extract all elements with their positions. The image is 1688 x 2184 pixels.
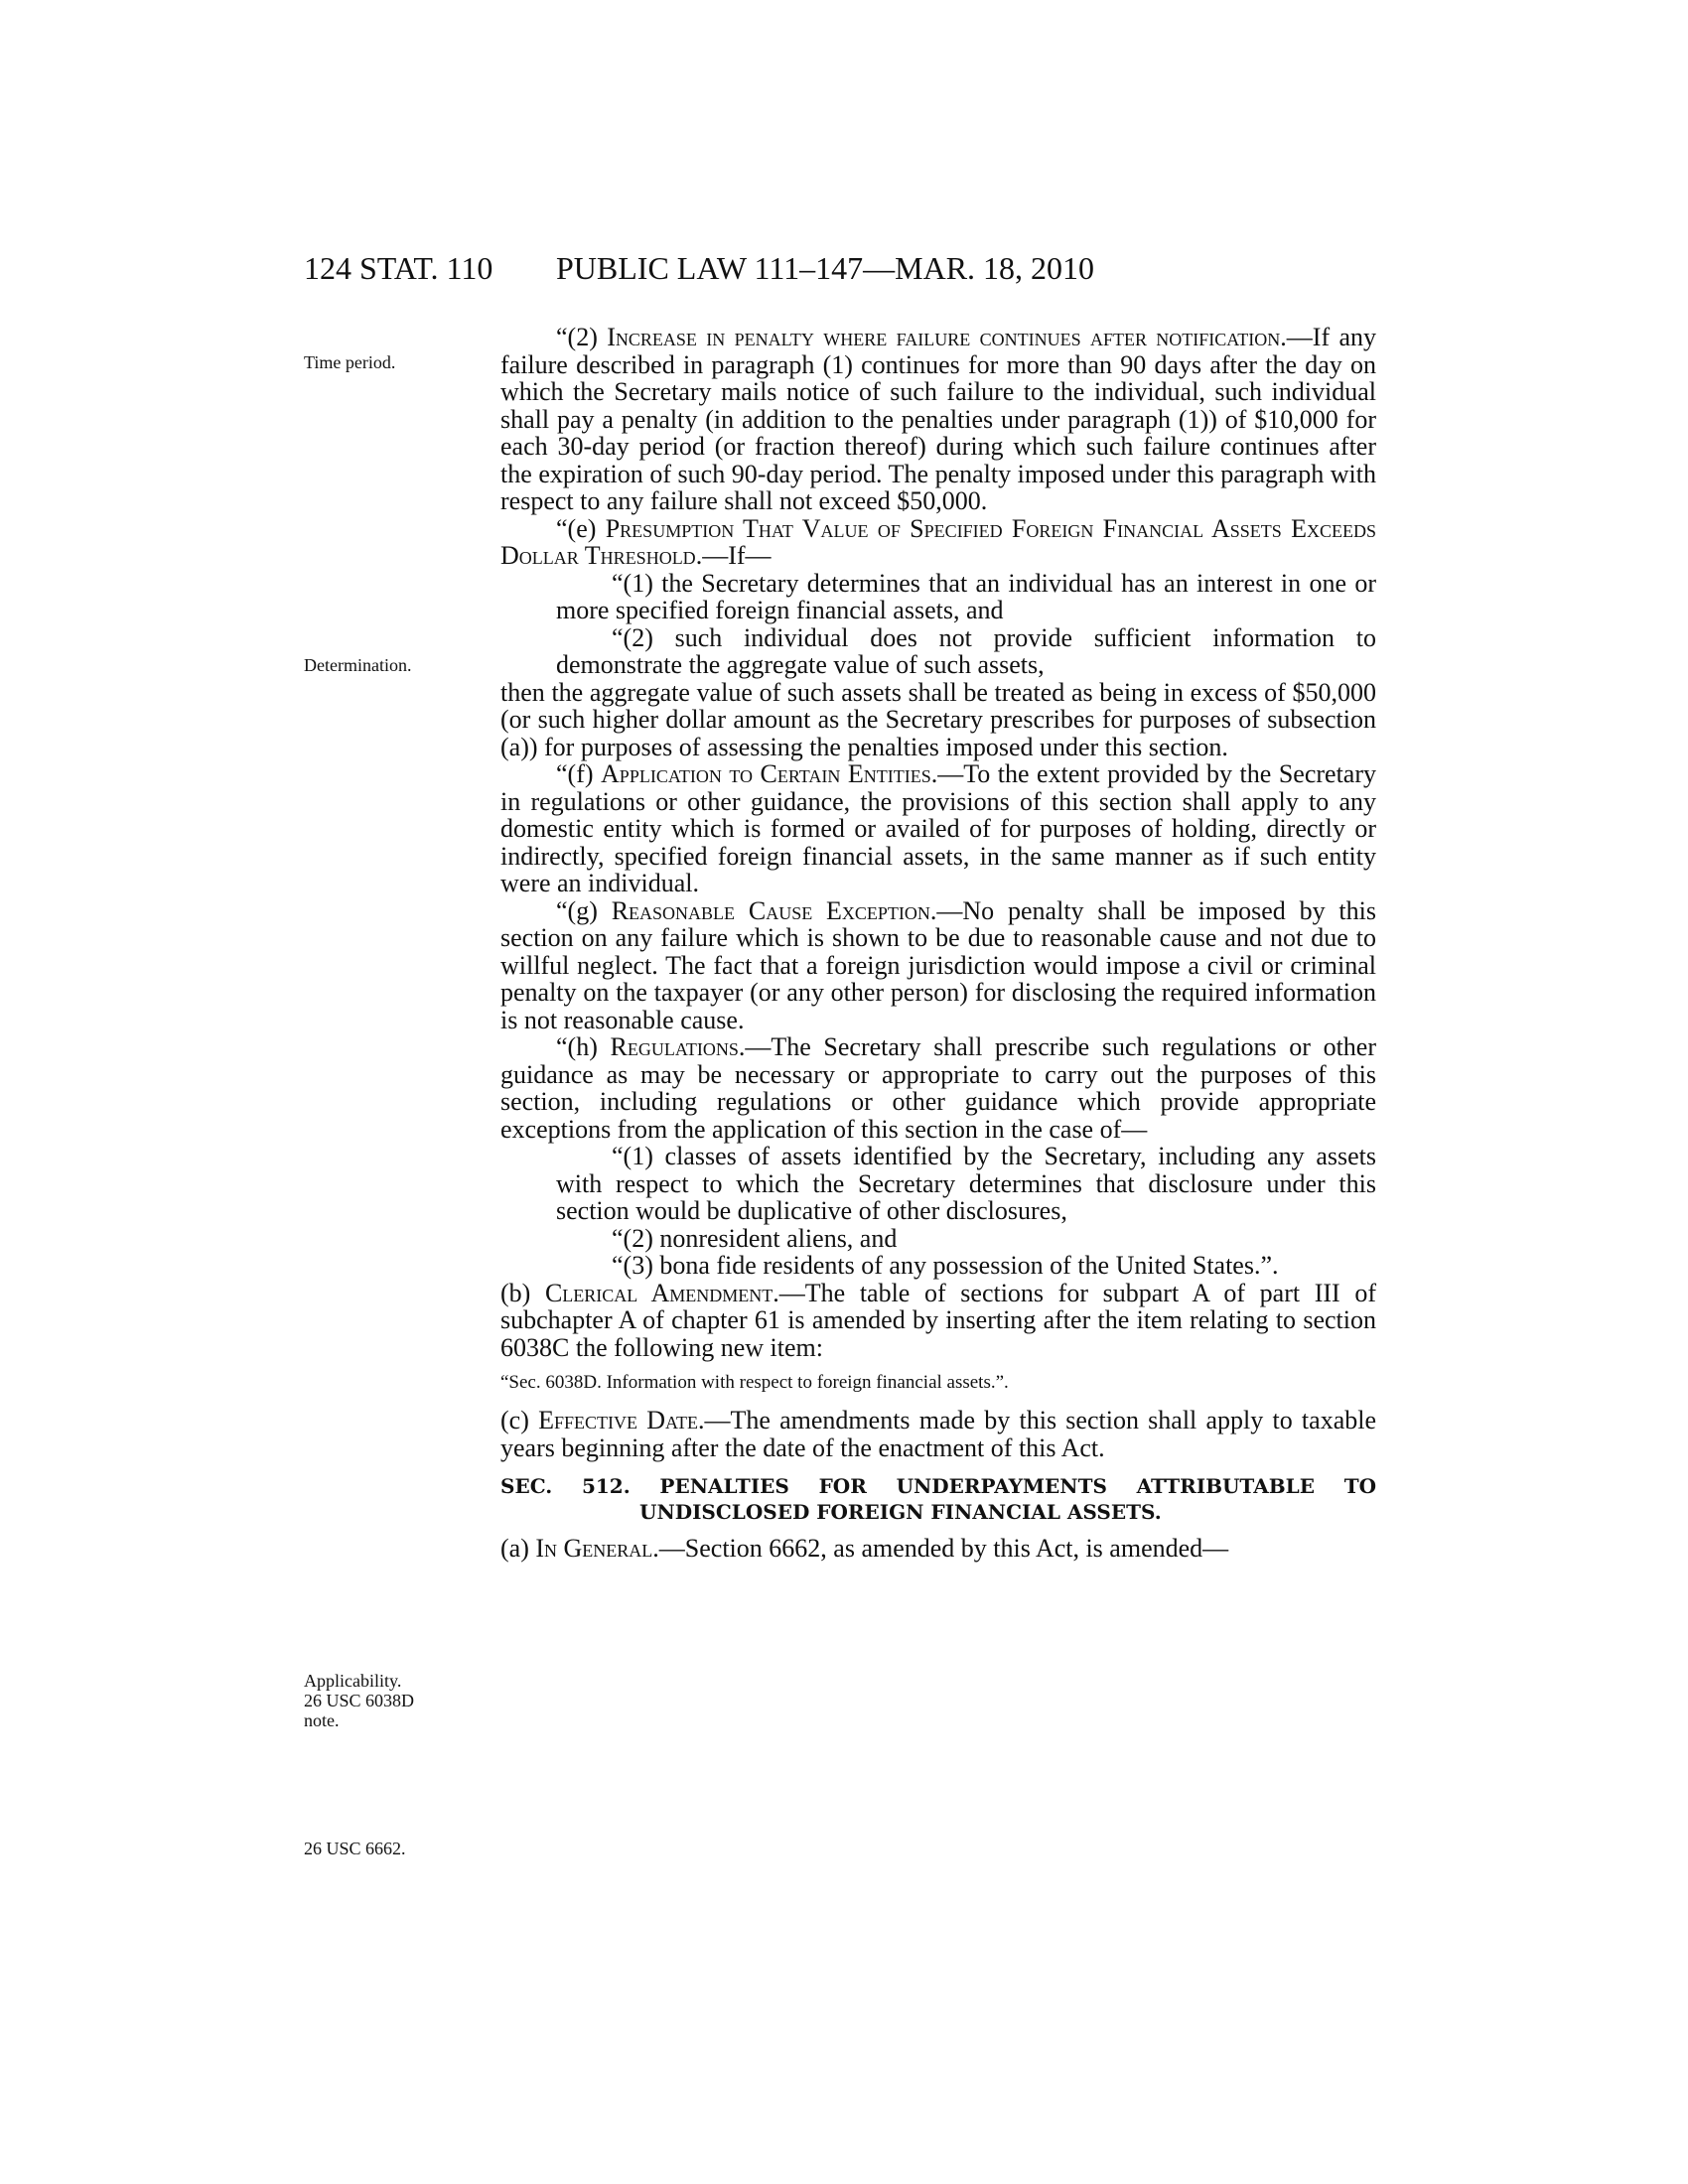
margin-note-applicability-cite: 26 USC 6038D (304, 1691, 415, 1710)
subsection-e-tail: then the aggregate value of such assets shall be treated as being in excess of $50,000 (or such higher dollar amount as the Secretary prescribes for purposes of subsection (a)) for purposes of assessing the penalties imposed under this section. (500, 677, 1376, 761)
subsection-c-lead: (c) (500, 1406, 539, 1434)
paragraph-d2 (500, 324, 1376, 515)
section-512-heading-line-2: UNDISCLOSED FOREIGN FINANCIAL ASSETS. (639, 1500, 1162, 1524)
paragraph-d2-heading: Increase in penalty where failure continues after notification (607, 323, 1281, 351)
subsection-g-heading: Reasonable Cause Exception (611, 895, 930, 925)
subsection-h-item-1: “(1) classes of assets identified by the Secretary, including any assets with respect to which the Secretary determines that disclosure under this section would be duplicative of other disclosures, (556, 1142, 1376, 1225)
subsection-a (500, 1535, 1376, 1563)
table-of-sections-item: “Sec. 6038D. Information with respect to foreign financial assets.”. (500, 1372, 1009, 1393)
subsection-f-heading: Application to Certain Entities (601, 759, 931, 788)
margin-note-applicability-note: note. (304, 1710, 340, 1730)
subsection-f (500, 760, 1376, 897)
subsection-e-text: .—If— (695, 541, 772, 570)
subsection-a-lead: (a) (500, 1534, 536, 1563)
subsection-e (445, 515, 1376, 570)
subsection-g (500, 897, 1376, 1034)
statute-body (500, 324, 1376, 1563)
page-reference: 124 STAT. 110 (304, 250, 493, 286)
subsection-a-heading: In General (535, 1534, 653, 1563)
paragraph-d2-lead: “(2) (556, 323, 608, 351)
subsection-g-lead: “(g) (556, 895, 612, 925)
margin-note-determination: Determination. (304, 655, 412, 675)
subsection-b-heading: Clerical Amendment (544, 1278, 774, 1307)
subsection-b-text: .—The table of sections for subpart A of part III of subchapter A of chapter 61 is amended by inserting after the item relating to section 6038C the following new item: (500, 1278, 1376, 1362)
section-512-heading (500, 1473, 1376, 1525)
subsection-h-item-2: “(2) nonresident aliens, and (612, 1223, 898, 1253)
page-header-title: PUBLIC LAW 111–147—MAR. 18, 2010 (556, 250, 1095, 286)
subsection-b (500, 1280, 1376, 1362)
subsection-g-text: .—No penalty shall be imposed by this section on any failure which is shown to be due to reasonable cause and not due to willful neglect. The fact that a foreign jurisdiction would impose a civil or criminal penalty on the taxpayer (or any other person) for disclosing the required information is not reasonable cause. (500, 895, 1376, 1034)
subsection-e-item-1: “(1) the Secretary determines that an individual has an interest in one or more specified foreign financial assets, and (556, 568, 1376, 624)
subsection-h (500, 1033, 1376, 1143)
section-512-heading-line-1: SEC. 512. PENALTIES FOR UNDERPAYMENTS ATTRIBUTABLE TO (500, 1474, 1376, 1498)
subsection-a-text: .—Section 6662, as amended by this Act, is amended— (652, 1534, 1229, 1563)
subsection-b-lead: (b) (500, 1278, 545, 1307)
margin-note-applicability-label: Applicability. (304, 1671, 402, 1691)
subsection-f-lead: “(f) (556, 759, 602, 788)
margin-note-applicability (304, 1671, 473, 1730)
subsection-e-item-2: “(2) such individual does not provide sufficient information to demonstrate the aggregate value of such assets, (556, 622, 1376, 679)
subsection-c-heading: Effective Date (538, 1406, 698, 1434)
margin-note-time-period: Time period. (304, 352, 396, 372)
margin-note-26-usc-6662: 26 USC 6662. (304, 1839, 406, 1858)
subsection-f-text: .—To the extent provided by the Secretary in regulations or other guidance, the provisions of this section shall apply to any domestic entity which is formed or availed of for purposes of holding, directly or indirectly, specified foreign financial assets, in the same manner as if such entity were an individual. (500, 759, 1376, 897)
subsection-h-item-3: “(3) bona fide residents of any possession of the United States.”. (612, 1251, 1279, 1280)
subsection-e-heading: Presumption That Value of Specified Foreign Financial Assets Exceeds Dollar Threshold (500, 513, 1376, 570)
subsection-e-lead: “(e) (556, 513, 606, 543)
paragraph-d2-text: .—If any failure described in paragraph (1) continues for more than 90 days after the day on which the Secretary mails notice of such failure to the individual, such individual shall pay a penalty (in addition to the penalties under paragraph (1)) of $10,000 for each 30-day period (or fraction thereof) during which such failure continues after the expiration of such 90-day period. The penalty imposed under this paragraph with respect to any failure shall not exceed $50,000. (500, 323, 1377, 515)
subsection-h-lead: “(h) (556, 1032, 611, 1061)
subsection-c-text: .—The amendments made by this section shall apply to taxable years beginning after the date of the enactment of this Act. (500, 1406, 1376, 1462)
subsection-h-text: .—The Secretary shall prescribe such regulations or other guidance as may be necessary or appropriate to carry out the purposes of this section, including regulations or other guidance which provide appropriate exceptions from the application of this section in the case of— (500, 1032, 1377, 1144)
subsection-c (500, 1407, 1376, 1461)
subsection-h-heading: Regulations (610, 1032, 739, 1061)
